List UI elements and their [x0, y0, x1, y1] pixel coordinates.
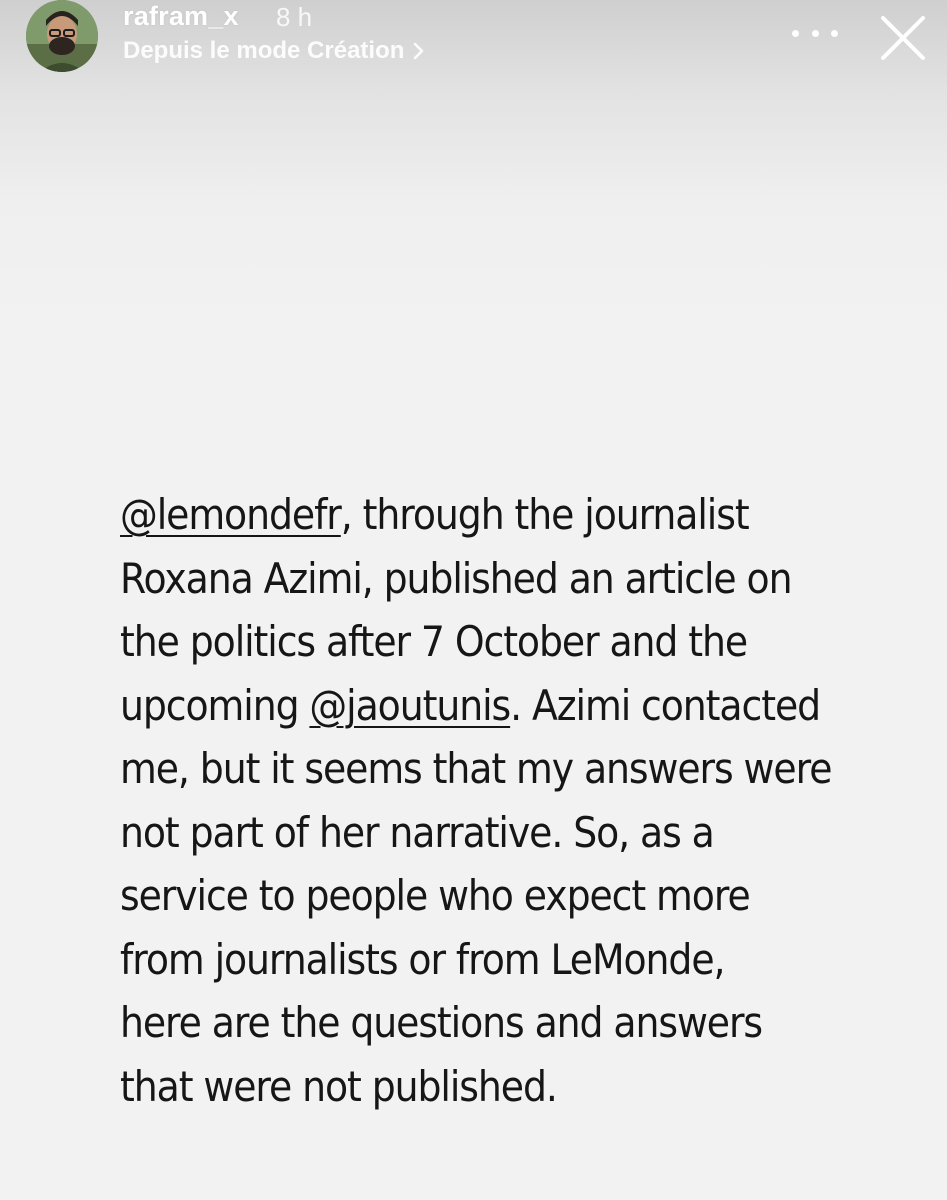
more-horizontal-icon	[792, 30, 799, 37]
chevron-right-icon	[412, 40, 426, 62]
text-line-9: here are the questions and answers	[120, 998, 763, 1047]
story-text	[120, 483, 832, 1118]
mention-jaoutunis[interactable]: @jaoutunis	[309, 680, 511, 730]
text-line-4: upcoming @jaoutunis. Azimi contacted	[120, 680, 821, 730]
mention-lemondefr[interactable]: @lemondefr	[120, 490, 341, 539]
text-line-6: not part of her narrative. So, as a	[120, 807, 714, 857]
more-options-button[interactable]	[792, 18, 838, 48]
subtitle-label: Depuis le mode Création	[123, 37, 405, 64]
avatar-image	[26, 0, 98, 72]
close-icon[interactable]	[873, 8, 933, 68]
text-line-2: Roxana Azimi, published an article on	[120, 553, 792, 603]
text-line-7: service to people who expect more	[120, 871, 750, 920]
username[interactable]: rafram_x	[123, 1, 239, 31]
story-header	[0, 0, 947, 80]
subtitle-link[interactable]	[123, 37, 426, 65]
text-line-5: me, but it seems that my answers were	[120, 744, 832, 793]
text-line-3: the politics after 7 October and the	[120, 617, 748, 666]
text-line-10: that were not published.	[120, 1061, 557, 1111]
text-line-1: @lemondefr, through the journalist	[120, 490, 749, 539]
text-line-8: from journalists or from LeMonde,	[120, 934, 725, 984]
post-time: 8 h	[276, 2, 313, 32]
avatar[interactable]	[26, 0, 98, 72]
